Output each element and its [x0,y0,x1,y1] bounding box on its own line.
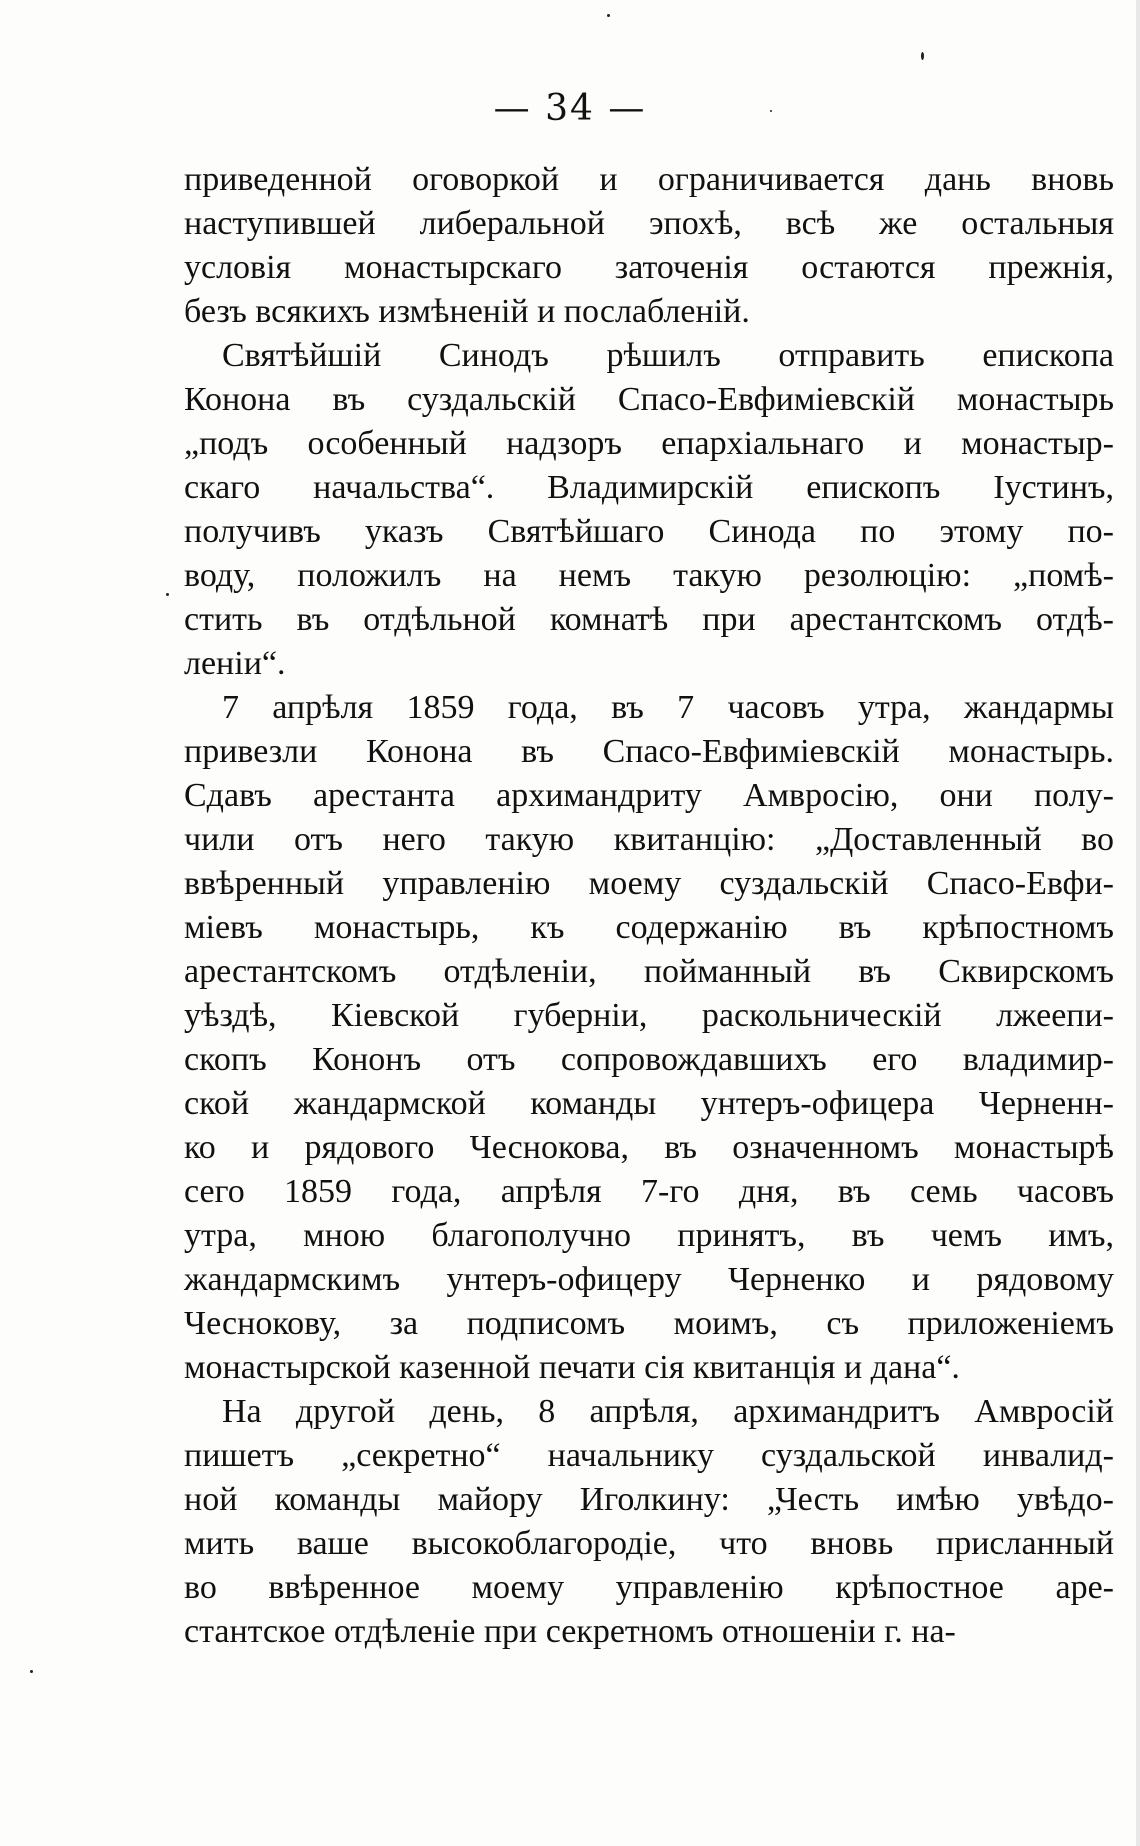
text-line: На другой день, 8 апрѣля, архимандритъ Амвросій [222,1393,1114,1430]
text-line: стить въ отдѣльной комнатѣ при арестантскомъ отдѣ- [184,601,1114,638]
page-number: — 34 — [493,88,647,129]
text-line: „подъ особенный надзоръ епархіальнаго и монастыр- [184,425,1114,462]
text-line: безъ всякихъ измѣненій и послабленій. [184,293,750,330]
ink-speck [166,593,169,596]
text-line: леніи“. [184,645,286,682]
text-line: получивъ указъ Святѣйшаго Синода по этому по- [184,513,1114,550]
text-line: Чеснокову, за подписомъ моимъ, съ приложеніемъ [184,1305,1114,1342]
text-line: Конона въ суздальскій Спасо-Евфиміевскій монастырь [184,381,1114,418]
text-line: мить ваше высокоблагородіе, что вновь присланный [184,1525,1114,1562]
text-line: монастырской казенной печати сія квитанція и дана“. [184,1349,960,1386]
text-line: ко и рядового Чеснокова, въ означенномъ монастырѣ [184,1129,1114,1166]
text-line: ной команды майору Иголкину: „Честь имѣю увѣдо- [184,1481,1114,1518]
body-text [184,158,1114,1654]
text-line: приведенной оговоркой и ограничивается дань вновь [184,161,1114,198]
ink-speck [30,1670,33,1673]
text-line: во ввѣренное моему управленію крѣпостное аре- [184,1569,1114,1606]
text-line: Сдавъ арестанта архимандриту Амвросію, они полу- [184,777,1114,814]
ink-speck [921,52,924,60]
text-line: пишетъ „секретно“ начальнику суздальской инвалид- [184,1437,1114,1474]
text-line: ской жандармской команды унтеръ-офицера Черненн- [184,1085,1114,1122]
text-line: чили отъ него такую квитанцію: „Доставленный во [184,821,1114,858]
text-line: сего 1859 года, апрѣля 7-го дня, въ семь часовъ [184,1173,1114,1210]
text-line: стантское отдѣленіе при секретномъ отношеніи г. на- [184,1613,956,1650]
text-line: наступившей либеральной эпохѣ, всѣ же остальныя [184,205,1114,242]
text-line: условія монастырскаго заточенія остаются прежнія, [184,249,1114,286]
page-edge [1136,0,1140,1846]
text-line: Святѣйшій Синодъ рѣшилъ отправить епископа [222,337,1114,374]
text-line: воду, положилъ на немъ такую резолюцію: „помѣ- [184,557,1114,594]
text-line: арестантскомъ отдѣленіи, пойманный въ Сквирскомъ [184,953,1114,990]
paragraph-p1 [184,158,1114,334]
paragraph-p2 [184,334,1114,686]
text-line: міевъ монастырь, къ содержанію въ крѣпостномъ [184,909,1114,946]
ink-speck [607,14,610,17]
text-line: уѣздѣ, Кіевской губерніи, раскольническій лжеепи- [184,997,1114,1034]
text-line: 7 апрѣля 1859 года, въ 7 часовъ утра, жандармы [222,689,1114,726]
paragraph-p4 [184,1390,1114,1654]
text-line: утра, мною благополучно принятъ, въ чемъ имъ, [184,1217,1114,1254]
text-line: привезли Конона въ Спасо-Евфиміевскій монастырь. [184,733,1114,770]
text-line: жандармскимъ унтеръ-офицеру Черненко и рядовому [184,1261,1114,1298]
text-line: ввѣренный управленію моему суздальскій Спасо-Евфи- [184,865,1114,902]
paragraph-p3 [184,686,1114,1390]
text-line: скаго начальства“. Владимирскій епископъ Іустинъ, [184,469,1114,506]
text-line: скопъ Кононъ отъ сопровождавшихъ его владимир- [184,1041,1114,1078]
